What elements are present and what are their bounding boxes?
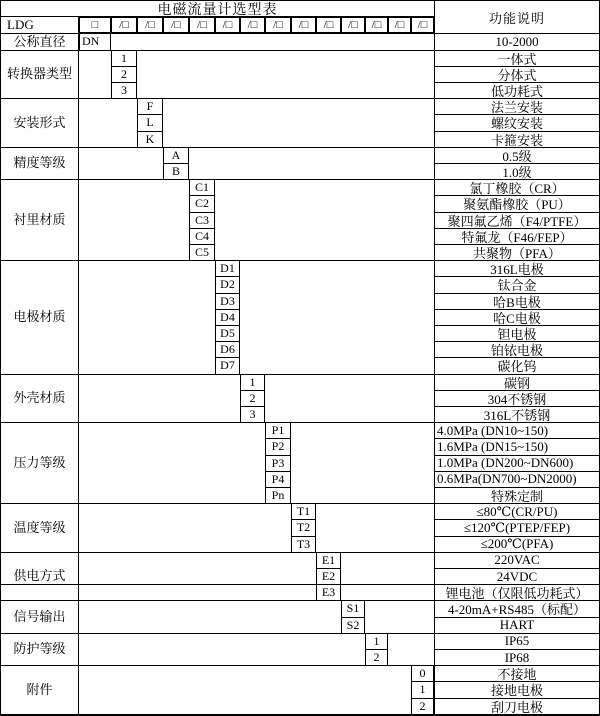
function-desc: 锂电池（仅限低功耗式） bbox=[435, 584, 599, 600]
function-desc: 聚四氟乙烯（F4/PTFE） bbox=[435, 212, 599, 228]
group-electrode-material bbox=[1, 260, 599, 373]
code-cell: 2 bbox=[411, 698, 434, 715]
function-desc: 低功耗式 bbox=[435, 82, 599, 98]
code-cell: S2 bbox=[341, 617, 365, 634]
code-cell: P4 bbox=[265, 471, 291, 488]
code-cell: 1 bbox=[411, 681, 434, 698]
function-desc: 铂铱电极 bbox=[435, 341, 599, 357]
function-desc: 1.0MPa (DN200~DN600) bbox=[435, 455, 599, 471]
code-cell: F bbox=[137, 98, 163, 115]
function-desc: 聚氨酯橡胶（PU） bbox=[435, 195, 599, 211]
code-cell: T3 bbox=[291, 536, 316, 553]
digit-box: /□ bbox=[163, 17, 189, 33]
code-cell: C1 bbox=[189, 179, 215, 196]
group-temperature-rating bbox=[1, 503, 599, 552]
function-desc: 316L电极 bbox=[490, 262, 544, 277]
group-converter-type bbox=[1, 50, 599, 99]
function-desc: 法兰安装 bbox=[490, 100, 543, 115]
group-label: 公称直径 bbox=[1, 34, 79, 49]
group-label: 电极材质 bbox=[1, 261, 79, 373]
function-desc: 220VAC bbox=[494, 552, 540, 568]
code-cell: 2 bbox=[240, 390, 265, 407]
digit-box: /□ bbox=[316, 17, 341, 33]
code-cell: T1 bbox=[291, 503, 316, 520]
function-desc: 螺纹安装 bbox=[435, 114, 599, 130]
digit-box: /□ bbox=[291, 17, 316, 33]
function-desc: 10-2000 bbox=[495, 34, 539, 49]
code-cell: D5 bbox=[215, 325, 240, 342]
group-label: 信号输出 bbox=[1, 601, 79, 632]
code-cell: 2 bbox=[365, 649, 388, 666]
digit-box: /□ bbox=[388, 17, 411, 33]
function-desc: 1.6MPa (DN15~150) bbox=[435, 438, 599, 454]
function-desc: 特殊定制 bbox=[435, 487, 599, 503]
code-cell: Pn bbox=[265, 487, 291, 504]
code-cell: D2 bbox=[215, 276, 240, 293]
function-desc: 接地电极 bbox=[435, 681, 599, 697]
code-cell: S1 bbox=[341, 600, 365, 617]
function-desc: ≤200℃(PFA) bbox=[435, 536, 599, 552]
code-cell: P2 bbox=[265, 438, 291, 455]
function-desc: HART bbox=[435, 617, 599, 633]
digit-box: /□ bbox=[411, 17, 434, 33]
group-nominal-diameter bbox=[1, 33, 599, 49]
digit-box: /□ bbox=[137, 17, 163, 33]
group-label: 压力等级 bbox=[1, 423, 79, 503]
code-cell: 0 bbox=[411, 665, 434, 682]
group-pressure-rating bbox=[1, 422, 599, 503]
function-desc: 0.5级 bbox=[502, 148, 532, 163]
function-desc: 共聚物（PFA） bbox=[435, 244, 599, 260]
digit-box: /□ bbox=[189, 17, 215, 33]
group-accessories bbox=[1, 665, 599, 714]
function-desc: 碳钢 bbox=[503, 375, 530, 390]
group-power-supply bbox=[1, 552, 599, 601]
code-cell: DN bbox=[79, 33, 111, 50]
code-cell: D1 bbox=[215, 260, 240, 277]
group-label: 安装形式 bbox=[1, 99, 79, 147]
code-cell: 1 bbox=[365, 633, 388, 650]
group-liner-material bbox=[1, 179, 599, 260]
code-cell: E3 bbox=[316, 584, 341, 601]
table-header bbox=[1, 1, 599, 33]
function-desc: 0.6MPa(DN700~DN2000) bbox=[435, 471, 599, 487]
page-title: 电磁流量计选型表 bbox=[1, 1, 434, 17]
digit-box: /□ bbox=[365, 17, 388, 33]
function-desc: 316L不锈钢 bbox=[435, 406, 599, 422]
group-accuracy-class bbox=[1, 147, 599, 179]
code-cell: 1 bbox=[240, 374, 265, 391]
code-cell: E2 bbox=[316, 568, 341, 585]
digit-box: □ bbox=[79, 17, 111, 33]
function-desc: 一体式 bbox=[497, 51, 537, 66]
digit-box: /□ bbox=[111, 17, 137, 33]
function-column-header: 功能说明 bbox=[434, 1, 599, 33]
function-desc: IP65 bbox=[504, 633, 530, 649]
group-label: 温度等级 bbox=[1, 504, 79, 552]
code-cell: 1 bbox=[111, 50, 137, 67]
function-desc: ≤120℃(PTEP/FEP) bbox=[435, 519, 599, 535]
group-signal-output bbox=[1, 600, 599, 632]
function-desc: 碳化钨 bbox=[435, 357, 599, 373]
code-cell: C5 bbox=[189, 244, 215, 261]
group-label: 供电方式 bbox=[1, 553, 79, 601]
code-cell: D7 bbox=[215, 357, 240, 374]
function-desc: IP68 bbox=[435, 649, 599, 665]
code-cell: L bbox=[137, 114, 163, 131]
function-desc: 钽电极 bbox=[435, 325, 599, 341]
function-desc: 分体式 bbox=[435, 66, 599, 82]
code-cell: C3 bbox=[189, 212, 215, 229]
digit-box: /□ bbox=[215, 17, 240, 33]
function-desc: 卡箍安装 bbox=[435, 131, 599, 147]
group-label: 附件 bbox=[1, 666, 79, 714]
function-desc: 特氟龙（F46/FEP） bbox=[435, 228, 599, 244]
model-code-row bbox=[1, 17, 434, 33]
code-cell: T2 bbox=[291, 519, 316, 536]
code-cell: 2 bbox=[111, 66, 137, 83]
function-desc: 4.0MPa (DN10~150) bbox=[437, 423, 549, 438]
group-installation-type bbox=[1, 98, 599, 147]
digit-box: /□ bbox=[341, 17, 365, 33]
code-cell: D3 bbox=[215, 293, 240, 310]
group-label: 精度等级 bbox=[1, 148, 79, 179]
function-desc: 4-20mA+RS485（标配） bbox=[447, 602, 587, 617]
digit-box: /□ bbox=[265, 17, 291, 33]
code-cell: C4 bbox=[189, 228, 215, 245]
group-housing-material bbox=[1, 374, 599, 423]
digit-box: /□ bbox=[240, 17, 265, 33]
function-desc: 哈C电极 bbox=[435, 309, 599, 325]
function-desc: 哈B电极 bbox=[435, 293, 599, 309]
function-desc: 氯丁橡胶（CR） bbox=[469, 181, 565, 196]
group-label: 防护等级 bbox=[1, 634, 79, 665]
code-cell: 3 bbox=[240, 406, 265, 423]
code-cell: D6 bbox=[215, 341, 240, 358]
group-label: 衬里材质 bbox=[1, 180, 79, 260]
group-protection-rating bbox=[1, 633, 599, 665]
code-cell: C2 bbox=[189, 195, 215, 212]
code-cell: 3 bbox=[111, 82, 137, 99]
group-label: 外壳材质 bbox=[1, 375, 79, 423]
function-desc: 1.0级 bbox=[435, 163, 599, 179]
model-code-label: LDG bbox=[1, 17, 79, 33]
code-cell: K bbox=[137, 131, 163, 148]
code-cell: P3 bbox=[265, 455, 291, 472]
code-cell: E1 bbox=[316, 552, 341, 569]
function-desc: 不接地 bbox=[497, 667, 537, 682]
function-desc: 刮刀电极 bbox=[435, 698, 599, 714]
function-desc: 24VDC bbox=[435, 568, 599, 584]
code-cell: B bbox=[163, 163, 189, 180]
function-desc: ≤80℃(CR/PU) bbox=[476, 504, 558, 519]
function-desc: 钛合金 bbox=[435, 276, 599, 292]
function-desc: 304不锈钢 bbox=[435, 390, 599, 406]
code-digit-boxes bbox=[79, 17, 434, 33]
group-label: 转换器类型 bbox=[1, 51, 79, 99]
code-cell: D4 bbox=[215, 309, 240, 326]
code-cell: A bbox=[163, 147, 189, 164]
code-cell: P1 bbox=[265, 422, 291, 439]
